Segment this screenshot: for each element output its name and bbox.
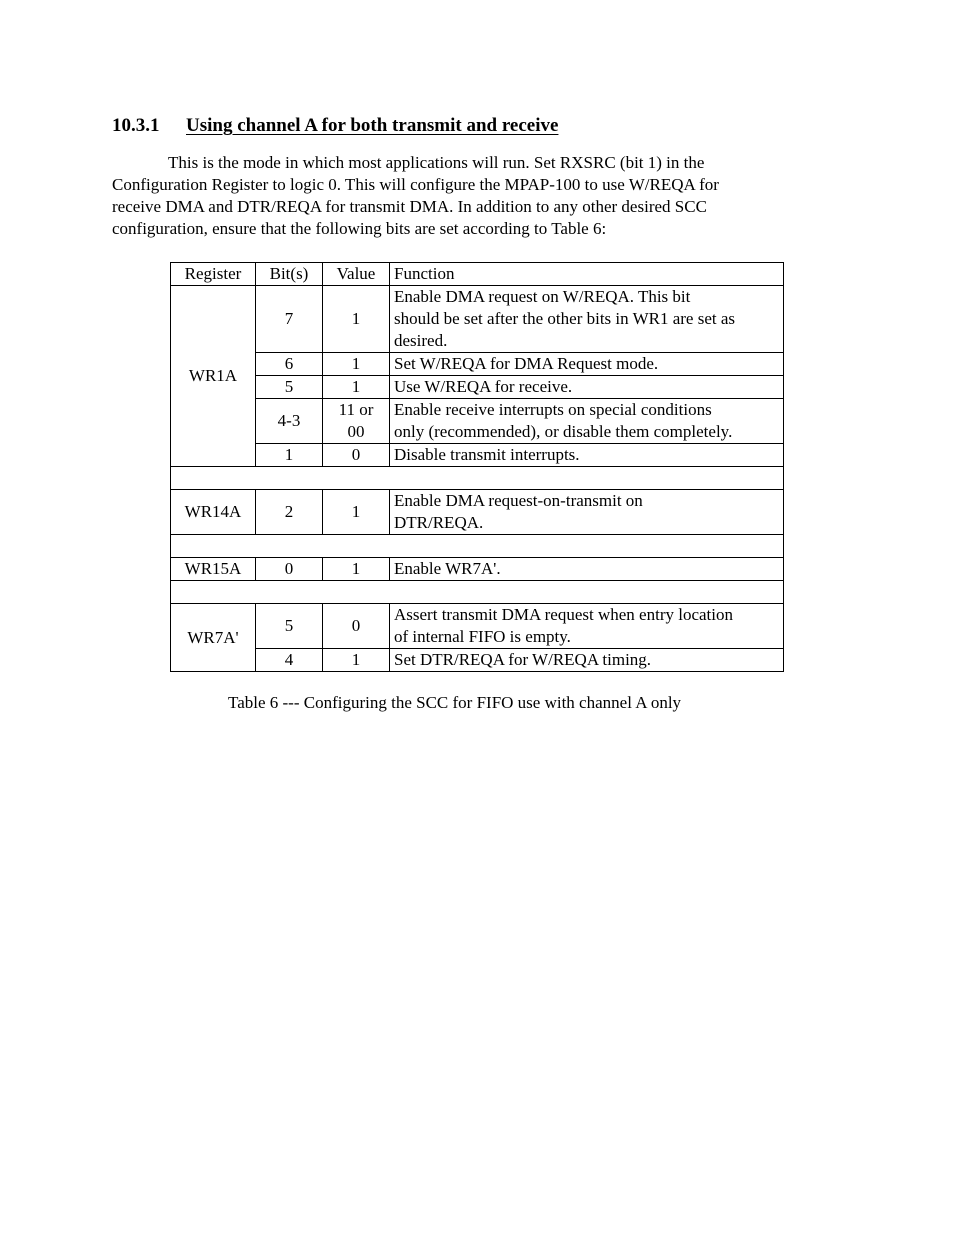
table-row	[171, 444, 784, 467]
function-line: desired.	[394, 331, 448, 350]
bits-cell: 0	[256, 558, 323, 581]
section-heading	[112, 114, 558, 138]
register-cell: WR7A'	[171, 604, 256, 672]
function-cell	[390, 286, 784, 353]
header-register: Register	[171, 263, 256, 286]
value-cell: 1	[323, 558, 390, 581]
register-cell: WR15A	[171, 558, 256, 581]
table-row	[171, 558, 784, 581]
bits-cell: 4	[256, 649, 323, 672]
table-row	[171, 286, 784, 353]
value-line: 11 or	[338, 400, 374, 419]
spacer-cell	[171, 467, 784, 490]
register-cell: WR14A	[171, 490, 256, 535]
header-value: Value	[323, 263, 390, 286]
function-cell	[390, 490, 784, 535]
paragraph-line: This is the mode in which most applications will run. Set RXSRC (bit 1) in the	[168, 153, 705, 172]
bits-cell: 7	[256, 286, 323, 353]
function-cell: Set W/REQA for DMA Request mode.	[390, 353, 784, 376]
value-cell: 1	[323, 353, 390, 376]
table-spacer-row	[171, 467, 784, 490]
function-cell	[390, 604, 784, 649]
function-cell: Enable WR7A'.	[390, 558, 784, 581]
table-row	[171, 399, 784, 444]
spacer-cell	[171, 535, 784, 558]
value-cell: 1	[323, 490, 390, 535]
function-cell	[390, 399, 784, 444]
header-function: Function	[390, 263, 784, 286]
value-cell: 0	[323, 444, 390, 467]
table-spacer-row	[171, 535, 784, 558]
table-row	[171, 490, 784, 535]
paragraph-line: configuration, ensure that the following bits are set according to Table 6:	[112, 219, 607, 238]
section-title: Using channel A for both transmit and receive	[186, 115, 559, 136]
table-row	[171, 649, 784, 672]
value-cell: 1	[323, 649, 390, 672]
table-spacer-row	[171, 581, 784, 604]
table-caption: Table 6 --- Configuring the SCC for FIFO use with channel A only	[228, 693, 682, 712]
function-line: Assert transmit DMA request when entry location	[394, 605, 733, 624]
bits-cell: 6	[256, 353, 323, 376]
table-row	[171, 604, 784, 649]
header-bits: Bit(s)	[256, 263, 323, 286]
spacer-cell	[171, 581, 784, 604]
paragraph-line: receive DMA and DTR/REQA for transmit DMA. In addition to any other desired SCC	[112, 197, 707, 216]
value-line: 00	[347, 422, 365, 441]
table-row	[171, 353, 784, 376]
function-cell: Set DTR/REQA for W/REQA timing.	[390, 649, 784, 672]
value-cell: 1	[323, 376, 390, 399]
function-cell: Use W/REQA for receive.	[390, 376, 784, 399]
table-header-row	[171, 263, 784, 286]
function-line: of internal FIFO is empty.	[394, 627, 571, 646]
bits-cell: 1	[256, 444, 323, 467]
section-number: 10.3.1	[112, 115, 160, 136]
value-cell	[323, 399, 390, 444]
intro-paragraph	[112, 152, 802, 240]
register-config-table	[170, 262, 784, 672]
bits-cell: 4-3	[256, 399, 323, 444]
value-cell: 1	[323, 286, 390, 353]
function-cell: Disable transmit interrupts.	[390, 444, 784, 467]
table-row	[171, 376, 784, 399]
function-line: Enable DMA request on W/REQA. This bit	[394, 287, 691, 306]
function-line: Enable receive interrupts on special conditions	[394, 400, 712, 419]
register-cell: WR1A	[171, 286, 256, 467]
function-line: DTR/REQA.	[394, 513, 484, 532]
bits-cell: 5	[256, 604, 323, 649]
paragraph-line: Configuration Register to logic 0. This will configure the MPAP-100 to use W/REQA for	[112, 175, 719, 194]
bits-cell: 2	[256, 490, 323, 535]
value-cell: 0	[323, 604, 390, 649]
function-line: should be set after the other bits in WR1 are set as	[394, 309, 736, 328]
function-line: only (recommended), or disable them completely.	[394, 422, 733, 441]
function-line: Enable DMA request-on-transmit on	[394, 491, 643, 510]
bits-cell: 5	[256, 376, 323, 399]
